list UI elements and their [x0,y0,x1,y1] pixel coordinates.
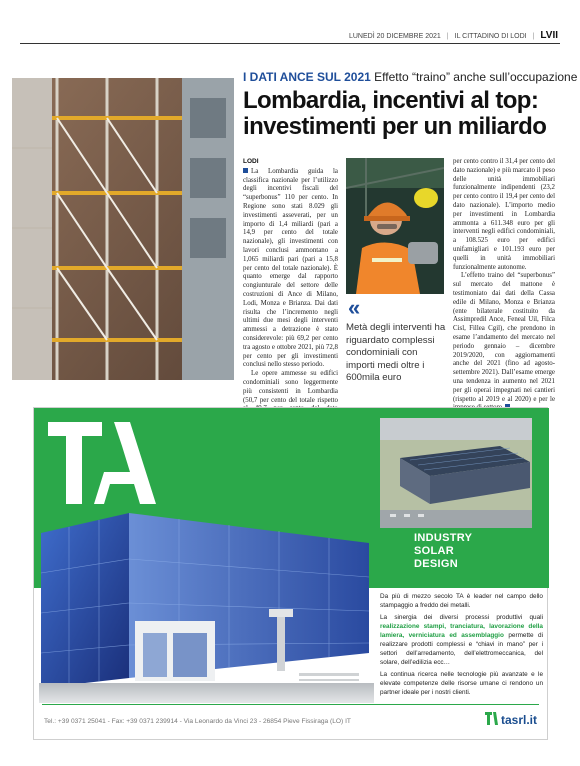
ad-website[interactable] [484,710,537,729]
folio-separator: | [532,33,535,40]
ad-text-part: La continua ricerca nelle tecnologie più avanzate e le elevate competenze delle risorse umane ci rendono un partner ideale per i nostri clienti. [380,671,543,696]
ad-text-part: Da più di mezzo secolo TA è leader nel campo dello stampaggio a freddo dei metalli. [380,593,543,609]
ad-contact-info: Tel.: +39 0371 25041 - Fax: +39 0371 239914 - Via Leonardo da Vinci 23 - 26854 Pieve Fissiraga (LO) IT [44,718,351,725]
ta-logo [44,416,159,511]
header-rule [20,43,560,44]
tagline-line: DESIGN [414,558,458,570]
folio-separator: | [446,33,449,40]
ad-paragraph [380,670,543,697]
article-column-3 [453,158,555,424]
ta-mark-icon [484,710,498,729]
aerial-factory-photo [380,418,532,528]
ad-paragraph [380,592,543,610]
tagline-line: INDUSTRY [414,532,473,544]
paragraph-text: L’effetto traino del “superbonus” sul mercato del mattone è testimoniato dai dati della Cassa edile di Milano, Monza e Brianza (ente bilaterale costituito da Assimpredil Ance, Feneal Uil, Filca Cisl, Fillea Cgil), che prendono in esame l’andamento del mercato nel periodo gennaio – dicembre 2019/2020, con aggiornamenti anche del 2021 (fino ad agosto-settembre 2021). Dall’esame emerge una tendenza in aumento nel 2021 per gli operai impegnati nei cantieri (rispetto al 2019 e al 2020) e per le [453,272,555,403]
scaffolding-photo [12,78,234,380]
pullquote-mark-icon: « [348,295,361,320]
kicker-label: I DATI ANCE SUL 2021 [243,70,371,84]
paragraph [243,168,338,370]
ad-paragraph [380,613,543,667]
paragraph: per cento contro il 31,4 per cento del dato nazionale) e più marcato il peso delle unità immobiliari funzionalmente indipendenti (23,2 per cento contro il 19,4 per cento del dato nazionale). L’importo medio per investimenti in Lombardia ammonta a 611.348 euro per gli interventi negli edifici condominiali, a 108.525 euro per edifici unifamigliari e 101.193 euro per quelli in unità immobiliari funzionalmente autonome. [453,158,555,271]
worker-photo [346,158,444,294]
ad-text-part: La sinergia dei diversi processi produttivi quali [380,614,543,621]
pull-quote: Metà degli interventi ha riguardato complessi condominiali con importi medi oltre i 600mila euro [346,322,446,384]
ad-text-part: permette di realizzare prodotti complessi e “chiavi in mano” per i settori dell’arredamento, dell’elettromeccanica, del solare, dell’edilizia ecc… [380,632,544,666]
article-column-1 [243,158,338,441]
website-label: tasrl.it [500,712,537,727]
paragraph-marker-icon [243,168,248,173]
kicker-subtitle: Effetto “traino” anche sull’occupazione [374,70,578,84]
paragraph-text: La Lombardia guida la classifica nazionale per l’utilizzo degli incentivi fiscali del “superbonus” 110 per cento. In Regione sono stati 8.029 gli investimenti asseverati, per un importo di 1,4 miliardi (pari a 14,9 per cento del totale nazionale), gli investimenti con lavori conclusi ammontano a 1,065 miliardi pari (pari a 15,8 per cento del totale nazionale). È quanto emerge dal rapporto congiunturale del settore delle costruzioni di Ance di Milano, Lodi, Monza e Brianza. Dai dati risulta che l’incremento negli ultimi due mesi degli interventi ammessi a detrazione è stato considerevole: più 69,2 per cento tra agosto e ottobre 2021, più 72,8 per cento per gli investimenti conclusi nello stesso periodo. [243,167,338,369]
paragraph [453,272,555,413]
article-dateline: LODI [243,158,259,165]
ad-description [380,592,543,697]
building-render [39,503,374,703]
advertisement [33,407,548,740]
article-kicker [243,70,577,84]
publication-name: IL CITTADINO DI LODI [454,33,527,40]
page-folio [349,30,558,41]
article-headline: Lombardia, incentivi al top: investimenti per un miliardo [243,87,547,140]
paragraph: Le opere ammesse su edifici condominiali sono leggermente più consistenti in Lombardia (50,7 per cento del totale rispetto [243,370,338,404]
tagline-line: SOLAR [414,545,454,557]
ad-tagline [414,532,524,571]
issue-date: LUNEDÌ 20 DICEMBRE 2021 [348,33,441,40]
ad-highlight: realizzazione stampi, tranciatura, lavorazione della lamiera, verniciatura ed assemblaggio [380,623,543,639]
page-number: LVII [540,30,558,41]
ad-footer-rule [42,704,539,705]
